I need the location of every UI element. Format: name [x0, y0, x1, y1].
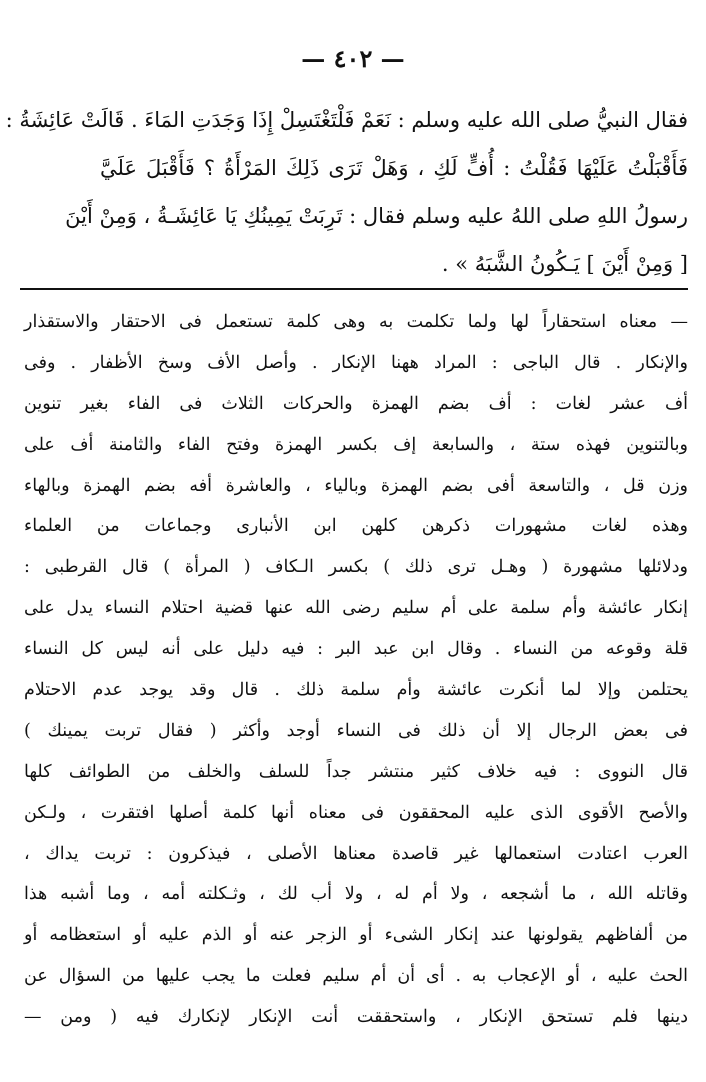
note-line: من ألفاظهم يقولونها عند إنكار الشىء أو الزجر عنه أو الذم عليه أو استعظامه أو	[24, 925, 688, 946]
note-line: فى بعض الرجال إلا أن ذلك فى النساء أوجد وأكثر ( فقال تربت يمينك )	[24, 720, 688, 741]
footnote-divider	[20, 288, 688, 290]
note-line: يحتلمن وإلا لما أنكرت عائشة وأم سلمة ذلك . قال وقد يوجد عدم الاحتلام	[24, 680, 688, 701]
note-line: قلة وقوعه من النساء . وقال ابن عبد البر : فيه دليل على أنه ليس كل النساء	[24, 639, 688, 660]
note-line: إنكار عائشة وأم سلمة على أم سليم رضى الله عنها قضية احتلام النساء يدل على	[24, 598, 688, 619]
note-line: الحث عليه ، أو الإعجاب به . أى أن أم سليم فعلت ما يجب عليها من السؤال عن	[24, 966, 688, 987]
note-line: وقاتله الله ، ما أشجعه ، ولا أم له ، ولا أب لك ، وثـكلته أمه ، وما أشبه هذا	[24, 884, 688, 905]
hadith-line: [ وَمِنْ أَيْنَ ] يَـكُونُ الشَّبَهُ » .	[441, 252, 688, 276]
page-number: — ٤٠٢ —	[301, 44, 405, 73]
note-line: وهذه لغات مشهورات ذكرهن كلهن ابن الأنبارى وجماعات من العلماء	[24, 516, 688, 537]
note-line: وزن قل ، والتاسعة أفى بضم الهمزة وبالياء ، والعاشرة أفه بضم الهمزة وبالهاء	[24, 475, 688, 496]
hadith-line: فقال النبيُّ صلى الله عليه وسلم : نَعَمْ فَلْتَغْتَسِلْ إِذَا وَجَدَتِ المَاءَ . قَالَتْ عَائِشَةُ :	[5, 108, 688, 132]
note-line: دينها فلم تستحق الإنكار ، واستحققت أنت الإنكار لإنكارك فيه ( ومن —	[24, 1007, 688, 1028]
note-line: العرب اعتادت استعمالها غير قاصدة معناها الأصلى ، فيذكرون : تربت يداك ،	[24, 843, 688, 864]
note-line: ودلائلها مشهورة ( وهـل ترى ذلك ) بكسر الـكاف ( المرأة ) قال القرطبى :	[24, 557, 688, 578]
hadith-text	[5, 96, 688, 288]
note-line: أف عشر لغات : أف بضم الهمزة والحركات الثلاث فى الفاء بغير تنوين	[24, 393, 688, 414]
hadith-line: رسولُ اللهِ صلى اللهُ عليه وسلم فقال : تَرِبَتْ يَمِينُكِ يَا عَائِشَـةُ ، وَمِنْ أَيْنَ	[65, 204, 688, 228]
note-line: وبالتنوين فهذه ستة ، والسابعة إف بكسر الهمزة وفتح الفاء والثامنة أف على	[24, 434, 688, 455]
footnote-commentary	[24, 302, 688, 1038]
note-line: قال النووى : فيه خلاف كثير منتشر جداً للسلف والخلف من الطوائف كلها	[24, 761, 688, 782]
note-line: والأصح الأقوى الذى عليه المحققون فى معناه أنها كلمة أصلها افتقرت ، ولـكن	[24, 802, 688, 823]
note-line: والإنكار . قال الباجى : المراد ههنا الإنكار . وأصل الأف وسخ الأظفار . وفى	[24, 352, 688, 373]
note-line: — معناه استحقاراً لها ولما تكلمت به وهى كلمة تستعمل فى الاحتقار والاستقذار	[24, 312, 688, 332]
hadith-line: فَأَقْبَلْتُ عَلَيْهَا فَقُلْتُ : أُفٍّ لَكِ ، وَهَلْ تَرَى ذَلِكَ المَرْأَةُ ؟ فَأَقْبَلَ عَلَيَّ	[100, 156, 688, 180]
